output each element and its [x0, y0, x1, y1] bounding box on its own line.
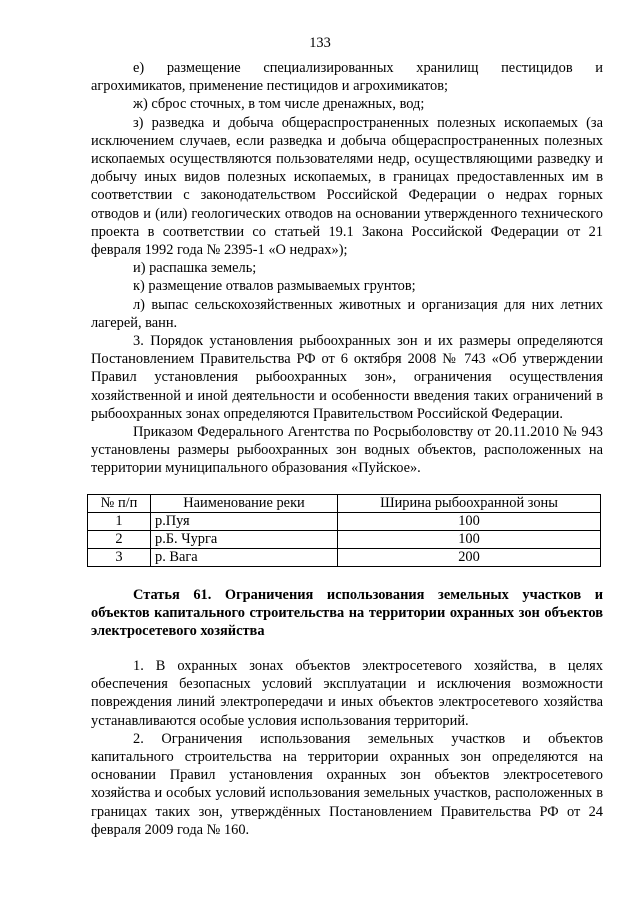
paragraph-2: 2. Ограничения использования земельных участков и объектов капитального строительства на территории охранных зон определяются на основании Правил установления охранных зон объектов электросетевого хозяйства и особых условий использования земельных участков, расположенных в границах таких зон, утверждённых Постановлением Правительства РФ от 24 февраля 2009 года № 160.: [91, 730, 603, 838]
table-header-row: [88, 495, 601, 513]
article-heading: Статья 61. Ограничения использования земельных участков и объектов капитального строительства на территории охранных зон объектов электросетевого хозяйства: [91, 587, 603, 640]
paragraph-3: 3. Порядок установления рыбоохранных зон и их размеры определяются Постановлением Правительства РФ от 6 октября 2008 № 743 «Об утверждении Правил установления рыбоохранных зон», ограничения осуществления хозяйственной и иной деятельности и особенности введения таких ограничений в рыбоохранных зонах определяются Правительством Российской Федерации.: [91, 333, 603, 422]
cell-number: 1: [88, 513, 151, 531]
table-row: [88, 531, 601, 549]
paragraph-i: и) распашка земель;: [133, 260, 257, 277]
table-row: [88, 513, 601, 531]
paragraph-l: л) выпас сельскохозяйственных животных и организация для них летних лагерей, ванн.: [91, 296, 603, 331]
cell-zone-width: 100: [338, 531, 601, 549]
paragraph-zh: ж) сброс сточных, в том числе дренажных, вод;: [133, 96, 425, 113]
cell-river-name: р.Пуя: [151, 513, 338, 531]
header-zone-width: Ширина рыбоохранной зоны: [338, 495, 601, 513]
paragraph-e: е) размещение специализированных хранилищ пестицидов и агрохимикатов, применение пестицидов и агрохимикатов;: [91, 60, 603, 95]
header-number: № п/п: [88, 495, 151, 513]
restrictions-list: [91, 59, 603, 478]
page-number: 133: [309, 35, 331, 51]
cell-river-name: р. Вага: [151, 549, 338, 567]
cell-number: 3: [88, 549, 151, 567]
fish-protection-zones-table: [87, 494, 601, 567]
article-61-body: [91, 657, 603, 839]
header-river-name: Наименование реки: [151, 495, 338, 513]
paragraph-1: 1. В охранных зонах объектов электросетевого хозяйства, в целях обеспечения безопасных условий эксплуатации и исключения возможности повреждения линий электропередачи и иных объектов электросетевого хозяйства устанавливаются особые условия использования территорий.: [91, 658, 603, 729]
cell-river-name: р.Б. Чурга: [151, 531, 338, 549]
paragraph-order: Приказом Федерального Агентства по Росрыболовству от 20.11.2010 № 943 установлены размеры рыбоохранных зон водных объектов, расположенных на территории муниципального образования «Пуйское».: [91, 424, 603, 477]
cell-zone-width: 200: [338, 549, 601, 567]
cell-zone-width: 100: [338, 513, 601, 531]
paragraph-z: з) разведка и добыча общераспространенных полезных ископаемых (за исключением случаев, если разведка и добыча общераспространенных полезных ископаемых осуществляются пользователями недр, осуществляющими разведку и добычу иных видов полезных ископаемых, в границах предоставленных им в соответствии с законодательством Российской Федерации о недрах горных отводов и (или) геологических отводов на основании утвержденного технического проекта в соответствии со статьей 19.1 Закона Российской Федерации от 21 февраля 1992 года № 2395-1 «О недрах»);: [91, 114, 603, 259]
paragraph-k: к) размещение отвалов размываемых грунтов;: [133, 278, 416, 295]
cell-number: 2: [88, 531, 151, 549]
table-row: [88, 549, 601, 567]
